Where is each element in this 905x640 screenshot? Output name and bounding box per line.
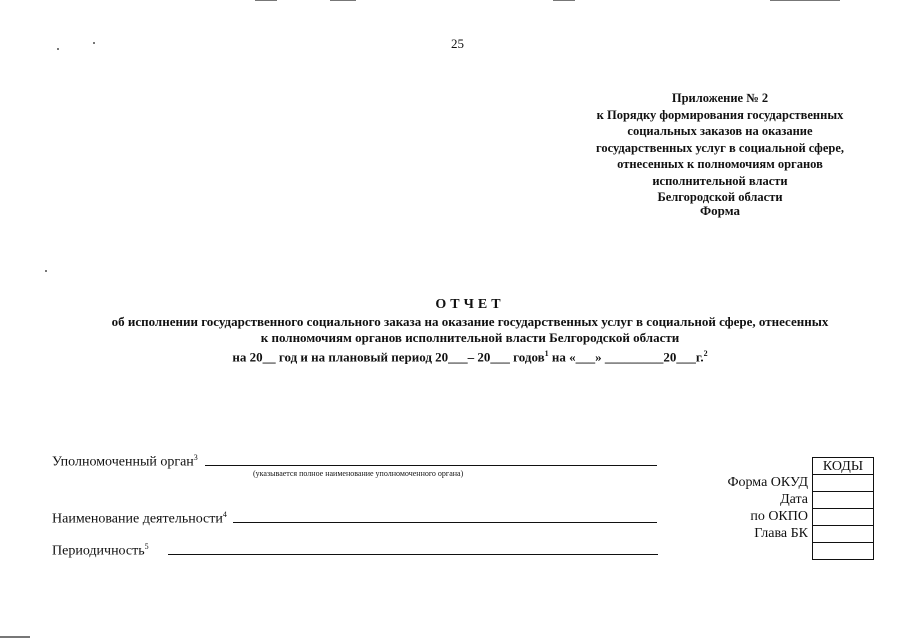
report-title: ОТЧЕТ <box>435 297 505 312</box>
periodicity-input-line[interactable] <box>168 554 658 555</box>
codes-row-label: Форма ОКУД <box>727 475 808 490</box>
codes-cell[interactable] <box>813 509 874 526</box>
appendix-line: Приложение № 2 <box>671 91 769 105</box>
appendix-line: к Порядку формирования государственных <box>596 107 844 122</box>
appendix-line: государственных услуг в социальной сфере, <box>595 140 845 155</box>
scan-artifact <box>770 0 840 1</box>
appendix-line: отнесенных к полномочиям органов <box>617 157 823 171</box>
codes-cell[interactable] <box>813 526 874 543</box>
activity-input-line[interactable] <box>233 522 657 523</box>
appendix-line: социальных заказов на оказание <box>627 124 813 138</box>
appendix-header <box>560 90 880 206</box>
codes-table <box>812 457 874 560</box>
report-subtitle-line1: об исполнении государственного социального заказа на оказание государственных услуг в социальной сфере, отнесенных <box>111 314 829 329</box>
report-title-block <box>20 296 905 365</box>
authority-label: Уполномоченный орган$^3$ <box>52 453 198 470</box>
footnote-ref: 2 <box>703 349 708 358</box>
footnote-ref: 4 <box>222 510 227 519</box>
footnote-ref: 1 <box>544 349 549 358</box>
scan-artifact <box>255 0 277 1</box>
appendix-line: Белгородской области <box>657 190 783 204</box>
codes-cell[interactable] <box>813 543 874 560</box>
codes-header: КОДЫ <box>813 458 874 475</box>
report-period-line <box>20 346 905 365</box>
codes-cell[interactable] <box>813 492 874 509</box>
codes-cell[interactable] <box>813 475 874 492</box>
page-number: 25 <box>451 36 464 51</box>
report-period-text: на 20__ год и на плановый период 20___– 20___ годов <box>232 349 545 365</box>
footnote-ref: 3 <box>193 453 198 462</box>
codes-row-label: по ОКПО <box>750 509 808 524</box>
codes-row-label: Глава БК <box>754 526 808 541</box>
activity-label: Наименование деятельности$^4$ <box>52 510 227 527</box>
appendix-line: исполнительной власти <box>652 173 788 188</box>
scan-artifact <box>553 0 575 1</box>
report-date-text: на «___» _________20___г. <box>548 349 704 365</box>
footnote-ref: 5 <box>144 542 149 551</box>
authority-input-line[interactable] <box>205 465 657 466</box>
scan-artifact <box>45 270 47 272</box>
codes-labels <box>690 474 808 542</box>
periodicity-label: Периодичность$^5$ <box>52 542 149 559</box>
form-label: Форма <box>700 203 740 218</box>
codes-row-label: Дата <box>780 492 808 507</box>
scan-artifact <box>0 636 30 638</box>
scan-artifact <box>93 42 95 44</box>
report-subtitle-line2: к полномочиям органов исполнительной власти Белгородской области <box>260 330 680 345</box>
authority-caption: (указывается полное наименование уполномоченного органа) <box>253 469 464 478</box>
scan-artifact <box>330 0 356 1</box>
scan-artifact <box>57 48 59 50</box>
